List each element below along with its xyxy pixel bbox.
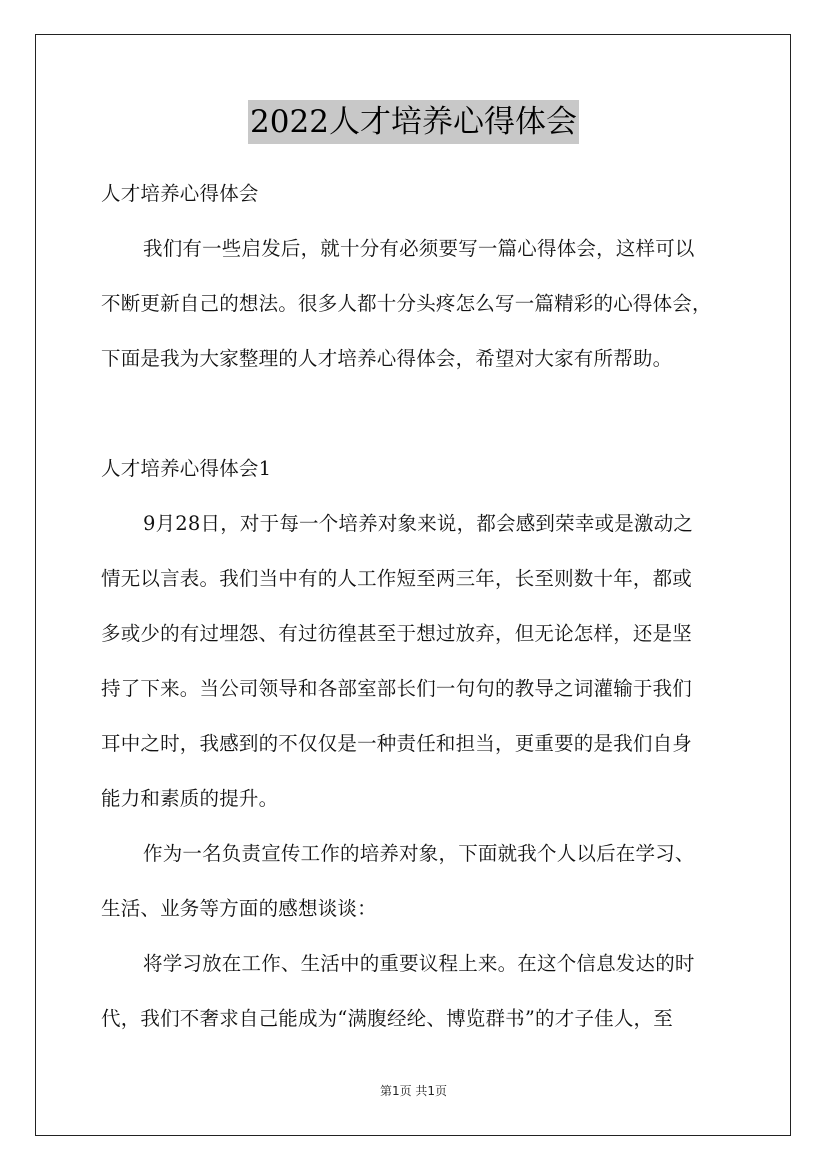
para1-line-1: 9月28日，对于每一个培养对象来说，都会感到荣幸或是激动之 (143, 512, 694, 535)
page-number: 第1页 共1页 (379, 1084, 448, 1098)
para1-line-5: 耳中之时，我感到的不仅仅是一种责任和担当，更重要的是我们自身 (101, 732, 693, 755)
document-title: 2022人才培养心得体会 (248, 100, 579, 144)
para2-line-2: 生活、业务等方面的感想谈谈： (101, 897, 377, 920)
section-heading: 人才培养心得体会1 (101, 457, 272, 480)
subtitle: 人才培养心得体会 (101, 182, 259, 205)
para3-line-2: 代，我们不奢求自己能成为“满腹经纶、博览群书”的才子佳人，至 (101, 1007, 673, 1030)
para1-line-3: 多或少的有过埋怨、有过彷徨甚至于想过放弃，但无论怎样，还是坚 (101, 622, 693, 645)
title-container (0, 100, 827, 144)
para2-line-1: 作为一名负责宣传工作的培养对象，下面就我个人以后在学习、 (143, 842, 695, 865)
page-footer (0, 1082, 827, 1099)
intro-line-2: 不断更新自己的想法。很多人都十分头疼怎么写一篇精彩的心得体会， (101, 292, 712, 315)
intro-line-1: 我们有一些启发后，就十分有必须要写一篇心得体会，这样可以 (143, 237, 695, 260)
document-body (101, 166, 731, 1046)
para1-line-2: 情无以言表。我们当中有的人工作短至两三年，长至则数十年，都或 (101, 567, 693, 590)
blank-line (101, 386, 731, 441)
para3-line-1: 将学习放在工作、生活中的重要议程上来。在这个信息发达的时 (143, 952, 695, 975)
intro-line-3: 下面是我为大家整理的人才培养心得体会，希望对大家有所帮助。 (101, 347, 673, 370)
para1-line-6: 能力和素质的提升。 (101, 787, 279, 810)
para1-line-4: 持了下来。当公司领导和各部室部长们一句句的教导之词灌输于我们 (101, 677, 693, 700)
